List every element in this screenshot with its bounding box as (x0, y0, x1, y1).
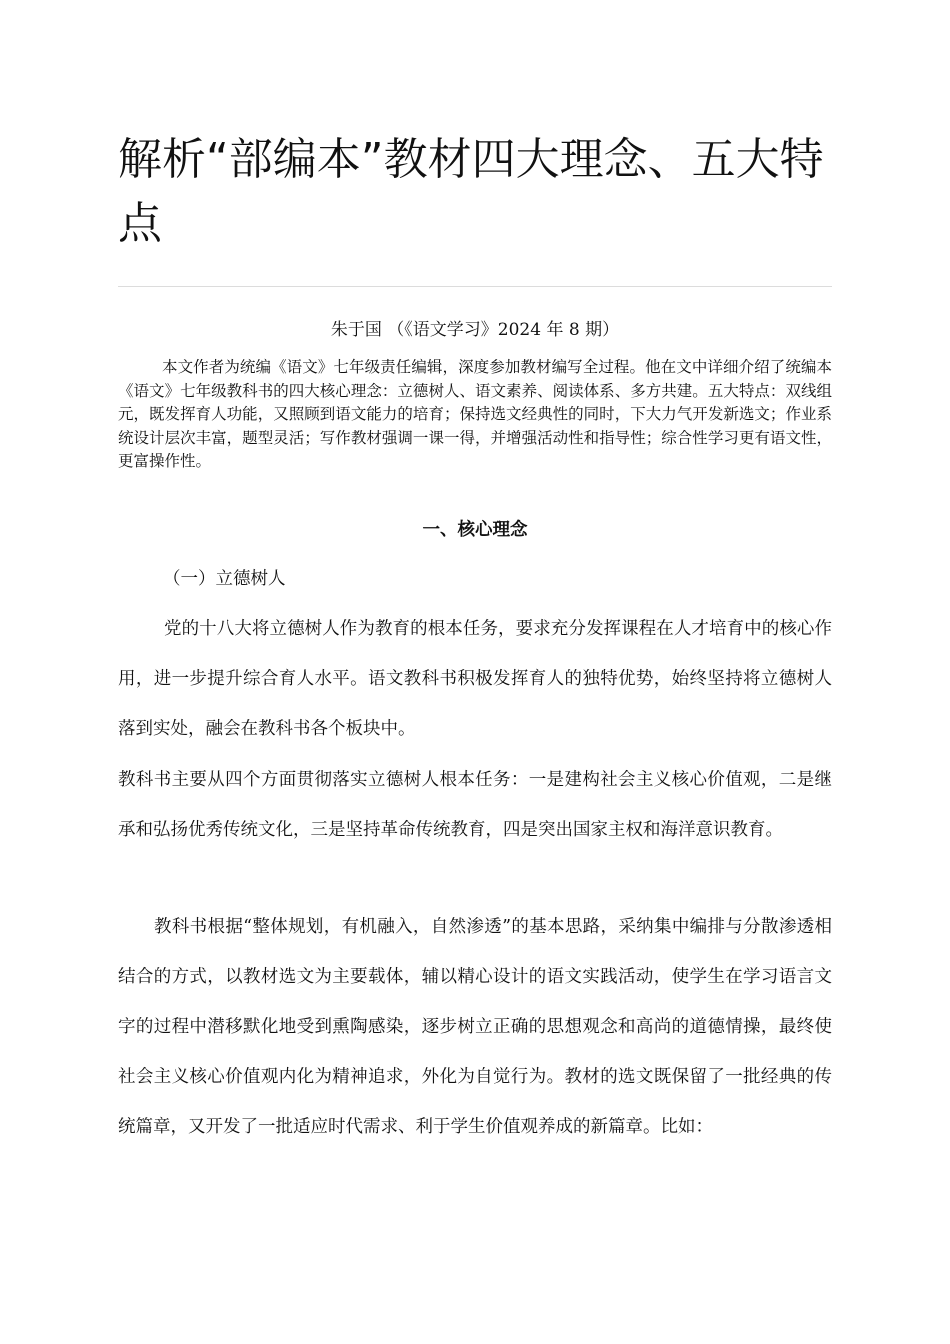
body-paragraph-3: 教科书根据“整体规划，有机融入，自然渗透”的基本思路，采纳集中编排与分散渗透相结合的方式，以教材选文为主要载体，辅以精心设计的语文实践活动，使学生在学习语言文字的过程中潜移默化地受到熏陶感染，逐步树立正确的思想观念和高尚的道德情操，最终使社会主义核心价值观内化为精神追求，外化为自觉行为。教材的选文既保留了一批经典的传统篇章，又开发了一批适应时代需求、利于学生价值观养成的新篇章。比如： (118, 917, 832, 1137)
subsection-heading: （一）立德树人 (163, 569, 286, 589)
title-divider (118, 286, 832, 287)
section-heading: 一、核心理念 (422, 520, 528, 540)
abstract-paragraph: 本文作者为统编《语文》七年级责任编辑，深度参加教材编写全过程。他在文中详细介绍了统编本《语文》七年级教科书的四大核心理念：立德树人、语文素养、阅读体系、多方共建。五大特点：双线组元，既发挥育人功能，又照顾到语文能力的培育；保持选文经典性的同时，下大力气开发新选文；作业系统设计层次丰富，题型灵活；写作教材强调一课一得，并增强活动性和指导性；综合性学习更有语文性，更富操作性。 (118, 358, 832, 470)
body-paragraph-1: 党的十八大将立德树人作为教育的根本任务，要求充分发挥课程在人才培育中的核心作用，进一步提升综合育人水平。语文教科书积极发挥育人的独特优势，始终坚持将立德树人落到实处，融会在教科书各个板块中。 (118, 619, 832, 739)
document-title: 解析“部编本”教材四大理念、五大特点 (118, 134, 824, 249)
author-byline: 朱于国 （《语文学习》2024 年 8 期） (330, 320, 620, 340)
body-paragraph-2: 教科书主要从四个方面贯彻落实立德树人根本任务：一是建构社会主义核心价值观，二是继承和弘扬优秀传统文化，三是坚持革命传统教育，四是突出国家主权和海洋意识教育。 (118, 770, 832, 840)
